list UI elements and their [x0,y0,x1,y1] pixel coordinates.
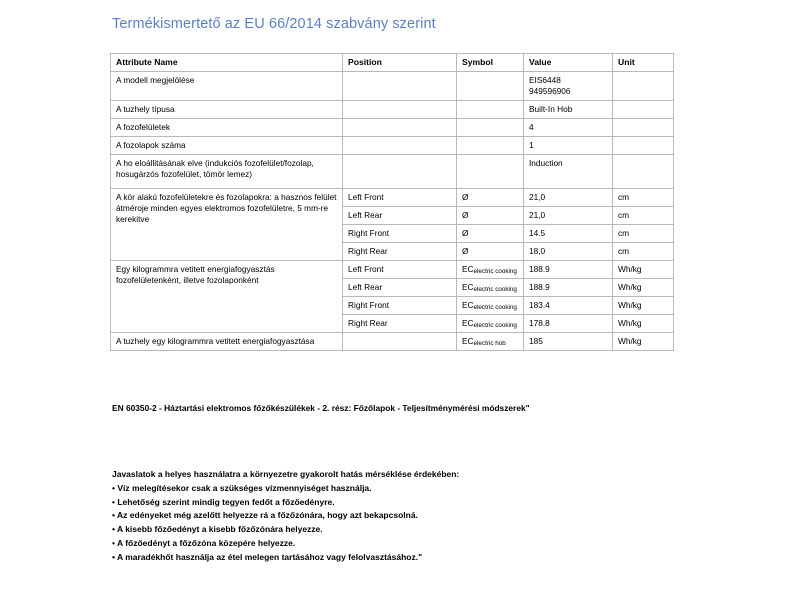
cell-unit: Wh/kg [613,260,674,278]
cell-symbol [457,155,524,189]
cell-value: 183.4 [524,296,613,314]
cell-value: 178.8 [524,314,613,332]
table-row [111,119,674,137]
cell-position [343,332,457,350]
page-title: Termékismertető az EU 66/2014 szabvány szerint [112,16,436,32]
cell-symbol [457,72,524,101]
cell-attribute: A tuzhely típusa [111,101,343,119]
table-row [111,137,674,155]
cell-position: Right Rear [343,243,457,261]
cell-unit [613,72,674,101]
cell-unit: Wh/kg [613,278,674,296]
cell-attribute: A fozofelületek [111,119,343,137]
cell-value-line1: EIS6448 [529,75,561,86]
symbol-ec-main: EC [462,263,474,274]
recommendation-item: • A kisebb főzőedényt a kisebb főzőzónára helyezze. [112,524,323,535]
cell-attribute-diameter-group: A kör alakú fozofelületekre és fozolapokra: a hasznos felület átméroje minden egyes elektromos fozofelületre, 5 mm-re kerekitve [111,189,343,261]
table-header-row [111,54,674,72]
cell-symbol-ec [457,332,524,350]
column-header-attribute-name: Attribute Name [111,54,343,72]
cell-attribute: A modell megjelölése [111,72,343,101]
cell-unit [613,101,674,119]
symbol-ec-main: EC [462,317,474,328]
cell-symbol [457,101,524,119]
usage-recommendations [112,468,459,564]
cell-value: 1 [524,137,613,155]
cell-attribute: A ho eloállitásának elve (indukciós fozofelület/fozolap, hosugárzós fozofelület, tömör lemez) [111,155,343,189]
recommendation-item: • Lehetőség szerint mindig tegyen fedőt a főzőedényre. [112,496,335,507]
cell-symbol-ec [457,296,524,314]
cell-position: Left Front [343,260,457,278]
cell-value-line2: 949596906 [529,86,571,97]
recommendation-item: • A főzőedényt a főzőzóna közepére helyezze. [112,537,296,548]
cell-unit [613,119,674,137]
recommendation-item: • A maradékhőt használja az étel melegen tartásához vagy felolvasztásához." [112,551,423,562]
symbol-ec-main: EC [462,281,474,292]
recommendation-item: • Víz melegítésekor csak a szükséges vízmennyiséget használja. [112,482,372,493]
symbol-ec-subscript: electric hob [473,339,506,347]
cell-unit [613,137,674,155]
cell-symbol-diameter: Ø [457,189,524,207]
cell-value: 188.9 [524,278,613,296]
recommendations-heading: Javaslatok a helyes használatra a környezetre gyakorolt hatás mérséklése érdekében: [112,469,460,479]
table-row [111,101,674,119]
column-header-value: Value [524,54,613,72]
cell-symbol [457,119,524,137]
cell-attribute-energy-group: Egy kilogrammra vetitett energiafogyasztás fozofelületenként, illetve fozolaponként [111,260,343,332]
cell-value: Induction [524,155,613,189]
column-header-unit: Unit [613,54,674,72]
cell-position: Left Front [343,189,457,207]
cell-value: 185 [524,332,613,350]
cell-unit: cm [613,243,674,261]
cell-position [343,155,457,189]
cell-value: 4 [524,119,613,137]
standard-reference-text: EN 60350-2 - Háztartási elektromos főzőkészülékek - 2. rész: Főzőlapok - Teljesítménymérési módszerek" [112,403,530,413]
column-header-position: Position [343,54,457,72]
column-header-symbol: Symbol [457,54,524,72]
cell-position: Left Rear [343,278,457,296]
cell-symbol-diameter: Ø [457,225,524,243]
symbol-ec-subscript: electric cooking [473,303,517,311]
table-row-energy [111,260,674,278]
cell-symbol-ec [457,314,524,332]
symbol-ec-main: EC [462,299,474,310]
table-row-total [111,332,674,350]
cell-unit [613,155,674,189]
cell-symbol [457,137,524,155]
symbol-ec-main: EC [462,335,474,346]
table-row [111,72,674,101]
cell-value: Built-In Hob [524,101,613,119]
cell-unit: Wh/kg [613,296,674,314]
symbol-ec-subscript: electric cooking [473,285,517,293]
symbol-ec-subscript: electric cooking [473,267,517,275]
cell-unit: cm [613,225,674,243]
cell-symbol-ec [457,260,524,278]
cell-value: 21,0 [524,189,613,207]
cell-position [343,101,457,119]
symbol-ec-subscript: electric cooking [473,321,517,329]
cell-value [524,72,613,101]
cell-attribute: A fozolapok száma [111,137,343,155]
cell-position [343,119,457,137]
cell-unit: Wh/kg [613,314,674,332]
cell-attribute: A tuzhely egy kilogrammra vetitett energiafogyasztása [111,332,343,350]
cell-position: Right Front [343,296,457,314]
cell-symbol-ec [457,278,524,296]
cell-position: Right Front [343,225,457,243]
cell-position: Left Rear [343,207,457,225]
recommendation-item: • Az edényeket még azelőtt helyezze rá a főzőzónára, hogy azt bekapcsolná. [112,510,418,521]
table-row [111,155,674,189]
cell-position: Right Rear [343,314,457,332]
cell-unit: Wh/kg [613,332,674,350]
cell-value: 188.9 [524,260,613,278]
cell-position [343,137,457,155]
cell-value: 14.5 [524,225,613,243]
cell-unit: cm [613,207,674,225]
cell-position [343,72,457,101]
cell-symbol-diameter: Ø [457,207,524,225]
cell-value: 18,0 [524,243,613,261]
table-row-diameter [111,189,674,207]
cell-unit: cm [613,189,674,207]
cell-symbol-diameter: Ø [457,243,524,261]
cell-value: 21,0 [524,207,613,225]
product-specification-table [110,53,674,351]
